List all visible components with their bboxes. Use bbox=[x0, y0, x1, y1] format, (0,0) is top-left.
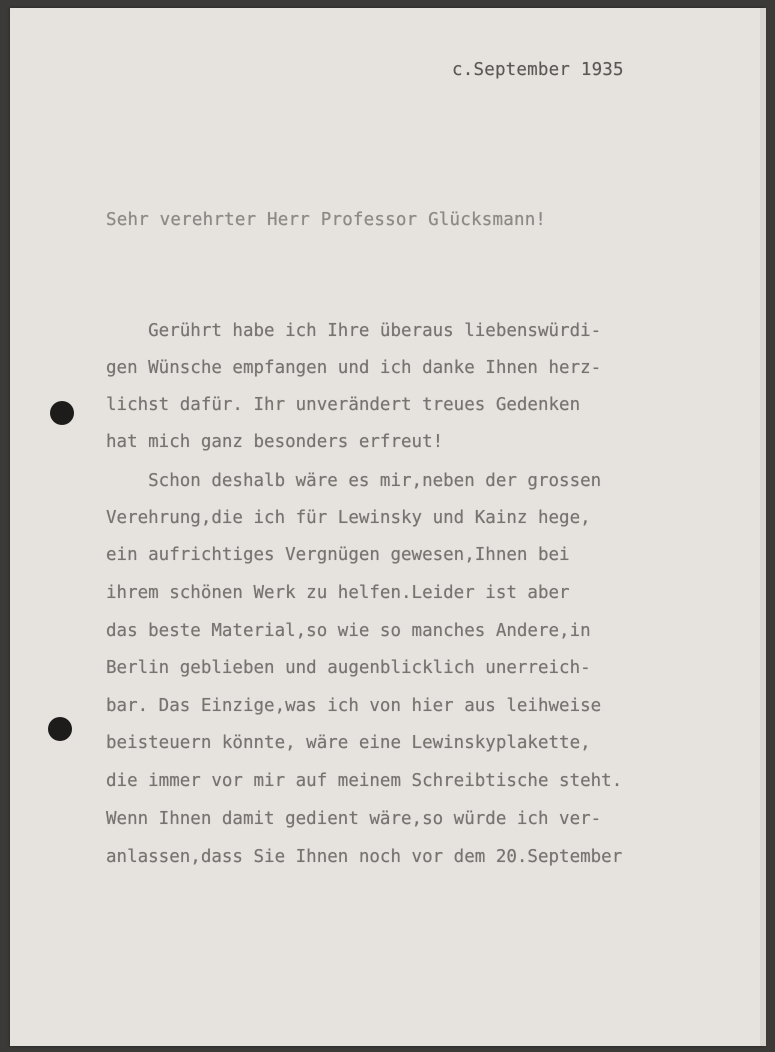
punch-hole-bottom bbox=[48, 717, 72, 741]
body-line: anlassen,dass Sie Ihnen noch vor dem 20.September bbox=[106, 847, 623, 867]
body-line: ihrem schönen Werk zu helfen.Leider ist aber bbox=[106, 583, 570, 603]
body-line: bar. Das Einzige,was ich von hier aus leihweise bbox=[106, 696, 602, 716]
body-line: ein aufrichtiges Vergnügen gewesen,Ihnen bei bbox=[106, 545, 570, 565]
body-line: das beste Material,so wie so manches Andere,in bbox=[106, 621, 591, 641]
punch-hole-top bbox=[50, 401, 74, 425]
body-line: die immer vor mir auf meinem Schreibtische steht. bbox=[106, 771, 623, 791]
page-edge bbox=[760, 8, 766, 1046]
letter-salutation: Sehr verehrter Herr Professor Glücksmann! bbox=[106, 210, 547, 230]
letter-date: c.September 1935 bbox=[452, 60, 624, 80]
body-line: Wenn Ihnen damit gedient wäre,so würde ich ver- bbox=[106, 809, 602, 829]
body-line: Berlin geblieben und augenblicklich unerreich- bbox=[106, 658, 591, 678]
body-line: lichst dafür. Ihr unverändert treues Gedenken bbox=[106, 395, 581, 415]
body-line: beisteuern könnte, wäre eine Lewinskyplakette, bbox=[106, 733, 591, 753]
body-line: Schon deshalb wäre es mir,neben der grossen bbox=[106, 471, 602, 491]
body-line: gen Wünsche empfangen und ich danke Ihnen herz- bbox=[106, 358, 602, 378]
body-line: Verehrung,die ich für Lewinsky und Kainz hege, bbox=[106, 508, 591, 528]
body-line: Gerührt habe ich Ihre überaus liebenswürdi- bbox=[106, 321, 602, 341]
body-line: hat mich ganz besonders erfreut! bbox=[106, 432, 444, 452]
